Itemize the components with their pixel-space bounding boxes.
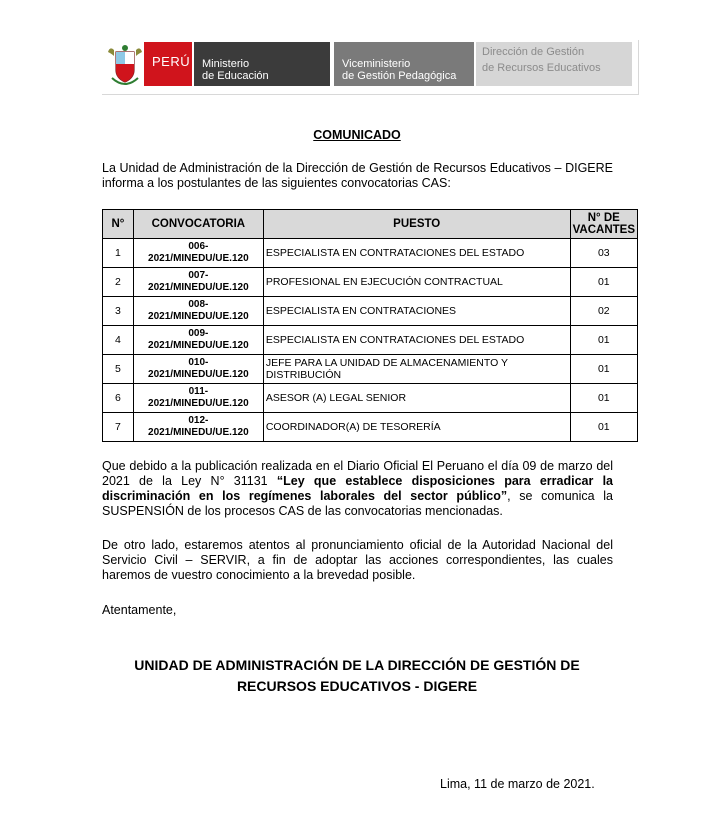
signature-line1: UNIDAD DE ADMINISTRACIÓN DE LA DIRECCIÓN DE GESTIÓN DE [134, 657, 580, 673]
ministry-line1: Ministerio [202, 58, 250, 70]
row-puesto-cell: ESPECIALISTA EN CONTRATACIONES [263, 297, 570, 326]
row-vacantes-cell: 03 [570, 239, 637, 268]
document-title: COMUNICADO [313, 128, 401, 142]
row-vacantes-cell: 01 [570, 384, 637, 413]
row-puesto-cell: COORDINADOR(A) DE TESORERÍA [263, 413, 570, 442]
row-puesto-cell: ASESOR (A) LEGAL SENIOR [263, 384, 570, 413]
table-row [103, 268, 638, 297]
row-num-cell: 2 [103, 268, 134, 297]
signature-line2: RECURSOS EDUCATIVOS - DIGERE [236, 678, 478, 694]
peru-brand-block [144, 42, 192, 86]
row-vacantes-cell: 01 [570, 326, 637, 355]
row-vacantes-cell: 02 [570, 297, 637, 326]
suspension-text-a: Que debido a la publicación realizada en el Diario Oficial El Peruano el día 09 de marzo del 2021 de la Ley N° 31131 [102, 459, 613, 488]
vice-line2: de Gestión Pedagógica [342, 70, 457, 82]
document-date: Lima, 11 de marzo de 2021. [440, 777, 595, 791]
row-convocatoria-cell: 009- 2021/MINEDU/UE.120 [133, 326, 263, 355]
row-num-cell: 5 [103, 355, 134, 384]
header-num: N° [103, 210, 134, 239]
direction-block [476, 42, 632, 86]
ministry-header [102, 40, 639, 95]
table-row [103, 326, 638, 355]
row-vacantes-cell: 01 [570, 413, 637, 442]
table-row [103, 413, 638, 442]
row-convocatoria-cell: 011- 2021/MINEDU/UE.120 [133, 384, 263, 413]
law-title: “Ley que establece disposiciones para erradicar la discriminación en los regímenes laborales del sector público” [102, 474, 614, 503]
suspension-paragraph [102, 459, 613, 519]
intro-paragraph: La Unidad de Administración de la Dirección de Gestión de Recursos Educativos – DIGERE informa a los postulantes de las siguientes convocatorias CAS: [102, 161, 613, 190]
table-header-row [103, 210, 638, 239]
direction-line2: de Recursos Educativos [482, 62, 601, 74]
row-puesto-cell: ESPECIALISTA EN CONTRATACIONES DEL ESTADO [263, 326, 570, 355]
signature-block [0, 655, 714, 697]
row-vacantes-cell: 01 [570, 268, 637, 297]
ministry-block [194, 42, 330, 86]
row-puesto-cell: JEFE PARA LA UNIDAD DE ALMACENAMIENTO Y DISTRIBUCIÓN [263, 355, 570, 384]
row-convocatoria-cell: 012- 2021/MINEDU/UE.120 [133, 413, 263, 442]
ministry-line2: de Educación [202, 70, 269, 82]
table-row [103, 384, 638, 413]
vice-line1: Viceministerio [342, 58, 411, 70]
table-row [103, 239, 638, 268]
row-num-cell: 7 [103, 413, 134, 442]
header-puesto: PUESTO [263, 210, 570, 239]
row-convocatoria-cell: 007- 2021/MINEDU/UE.120 [133, 268, 263, 297]
row-convocatoria-cell: 006- 2021/MINEDU/UE.120 [133, 239, 263, 268]
header-vacantes: N° DE VACANTES [570, 210, 637, 239]
row-puesto-cell: PROFESIONAL EN EJECUCIÓN CONTRACTUAL [263, 268, 570, 297]
row-puesto-cell: ESPECIALISTA EN CONTRATACIONES DEL ESTADO [263, 239, 570, 268]
table-row [103, 355, 638, 384]
row-convocatoria-cell: 008- 2021/MINEDU/UE.120 [133, 297, 263, 326]
peru-coat-of-arms-icon [108, 42, 142, 88]
suspension-text-c: , se comunica la SUSPENSIÓN de los procesos CAS de las convocatorias mencionadas. [102, 489, 613, 518]
viceministry-block [334, 42, 474, 86]
country-label: PERÚ [152, 54, 191, 69]
direction-line1: Dirección de Gestión [482, 46, 585, 58]
header-convocatoria: CONVOCATORIA [133, 210, 263, 239]
row-convocatoria-cell: 010- 2021/MINEDU/UE.120 [133, 355, 263, 384]
servir-paragraph: De otro lado, estaremos atentos al pronunciamiento oficial de la Autoridad Nacional del Servicio Civil – SERVIR, a fin de adoptar las acciones correspondientes, las cuales haremos de vuestro conocimiento a la brevedad posible. [102, 538, 613, 582]
convocatorias-table [102, 209, 638, 442]
row-vacantes-cell: 01 [570, 355, 637, 384]
table-row [103, 297, 638, 326]
row-num-cell: 6 [103, 384, 134, 413]
row-num-cell: 1 [103, 239, 134, 268]
closing-text: Atentamente, [102, 603, 177, 617]
row-num-cell: 3 [103, 297, 134, 326]
row-num-cell: 4 [103, 326, 134, 355]
